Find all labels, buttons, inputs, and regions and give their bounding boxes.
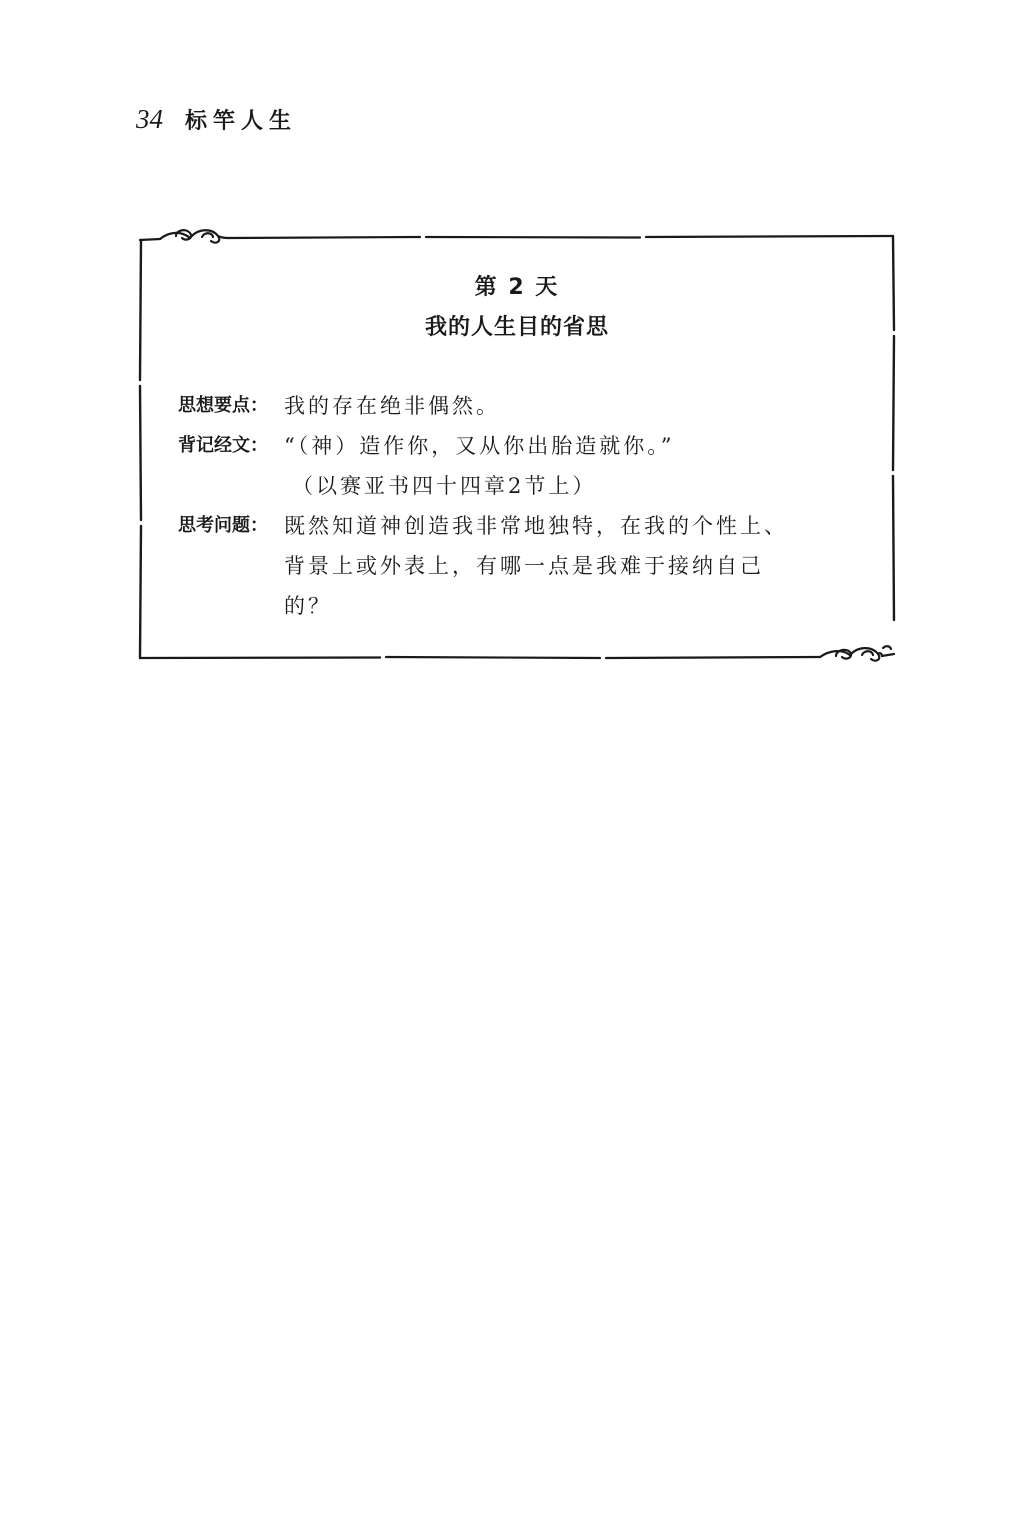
book-title: 标竿人生 bbox=[185, 108, 298, 134]
entry-label: 思想要点： bbox=[178, 395, 268, 416]
entry-line: 背景上或外表上，有哪一点是我难于接纳自己 bbox=[284, 554, 764, 578]
day-label: 第 2 天 bbox=[474, 275, 560, 300]
entry-body bbox=[284, 426, 878, 506]
entry-label: 思考问题： bbox=[178, 515, 268, 536]
entry-line: （以赛亚书四十四章2节上） bbox=[292, 474, 597, 498]
entry-line: 的？ bbox=[284, 594, 332, 618]
entry-key-thought bbox=[178, 386, 878, 426]
entry-body bbox=[284, 386, 878, 426]
entry-line: 我的存在绝非偶然。 bbox=[284, 394, 500, 418]
entry-reflection-question bbox=[178, 506, 878, 626]
entry-label: 背记经文： bbox=[178, 435, 268, 456]
entry-line: 既然知道神创造我非常地独特，在我的个性上、 bbox=[284, 514, 788, 538]
running-header bbox=[136, 104, 297, 135]
page-number: 34 bbox=[136, 104, 163, 134]
entry-line: “（神）造作你，又从你出胎造就你。” bbox=[284, 434, 675, 458]
day-title: 我的人生目的省思 bbox=[424, 315, 609, 340]
entry-body bbox=[284, 506, 878, 626]
entry-memory-verse bbox=[178, 426, 878, 506]
reflection-box bbox=[140, 236, 894, 656]
